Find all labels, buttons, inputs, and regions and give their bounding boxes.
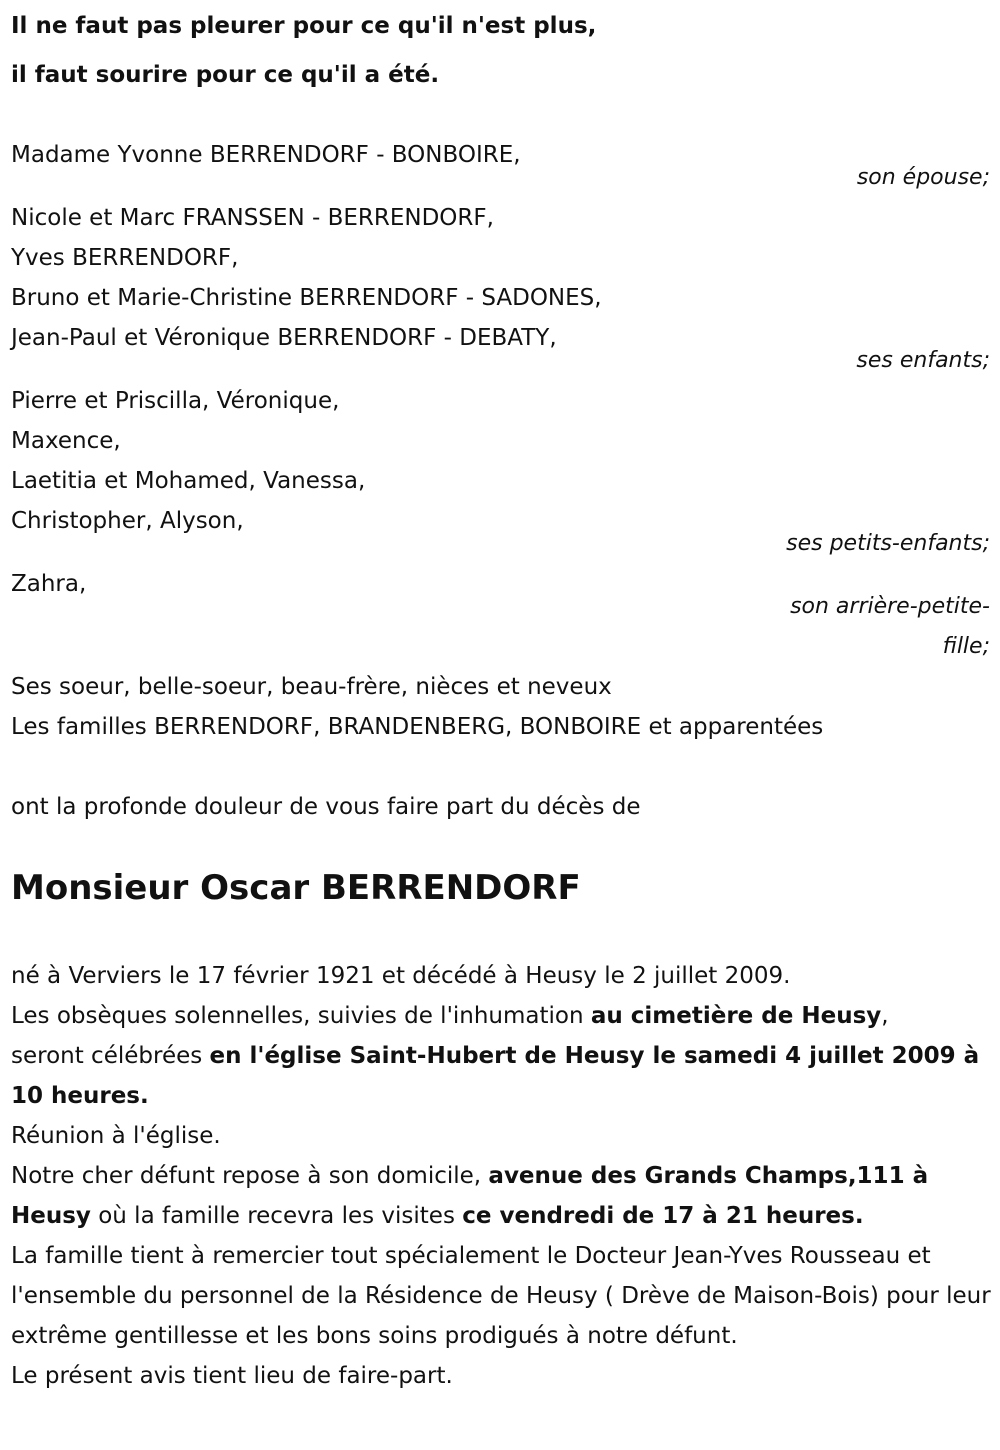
rest-address: avenue des Grands Champs,111 à Heusy	[11, 1163, 929, 1229]
grandchild-name: Maxence,	[11, 428, 121, 454]
child-name: Bruno et Marie-Christine BERRENDORF - SADONES,	[11, 285, 602, 311]
obituary-details	[11, 956, 991, 1396]
child-name: Nicole et Marc FRANSSEN - BERRENDORF,	[11, 205, 494, 231]
rest-mid: où la famille recevra les visites	[90, 1203, 463, 1229]
spouse-relation: son épouse;	[856, 165, 990, 190]
epigraph-line-2: il faut sourire pour ce qu'il a été.	[11, 62, 440, 88]
funeral-cemetery: au cimetière de Heusy	[590, 1003, 882, 1029]
funeral-church: en l'église Saint-Hubert de Heusy le samedi 4 juillet 2009 à 10 heures.	[11, 1043, 980, 1109]
children-relation: ses enfants;	[856, 348, 990, 373]
epigraph-line-1: Il ne faut pas pleurer pour ce qu'il n'est plus,	[11, 13, 597, 39]
grandchild-name: Christopher, Alyson,	[11, 508, 244, 534]
grandchildren-relation: ses petits-enfants;	[786, 531, 990, 556]
deceased-name: Monsieur Oscar BERRENDORF	[11, 868, 581, 908]
grandchild-name: Pierre et Priscilla, Véronique,	[11, 388, 340, 414]
rest-visits: ce vendredi de 17 à 21 heures.	[462, 1203, 864, 1229]
spouse-name: Madame Yvonne BERRENDORF - BONBOIRE,	[11, 142, 521, 168]
announcement-text: ont la profonde douleur de vous faire part du décès de	[11, 794, 641, 820]
notice-text: Le présent avis tient lieu de faire-part.	[11, 1363, 453, 1389]
rest-prefix: Notre cher défunt repose à son domicile,	[11, 1163, 489, 1189]
other-relatives-line: Ses soeur, belle-soeur, beau-frère, nièces et neveux	[11, 674, 612, 700]
rest-text	[11, 1156, 991, 1236]
funeral-comma: ,	[881, 1003, 889, 1029]
great-grandchild-relation-2: fille;	[942, 634, 990, 659]
great-grandchild-relation-1: son arrière-petite-	[790, 594, 990, 619]
meeting-text: Réunion à l'église.	[11, 1123, 221, 1149]
funeral-mid: seront célébrées	[11, 1043, 210, 1069]
great-grandchild-name: Zahra,	[11, 571, 87, 597]
funeral-prefix: Les obsèques solennelles, suivies de l'inhumation	[11, 1003, 591, 1029]
thanks-text: La famille tient à remercier tout spécialement le Docteur Jean-Yves Rousseau et l'ensemble du personnel de la Résidence de Heusy ( Drève de Maison-Bois) pour leur extrême gentillesse et les bons soins prodigués à notre défunt.	[11, 1243, 991, 1349]
child-name: Yves BERRENDORF,	[11, 245, 239, 271]
birth-death-text: né à Verviers le 17 février 1921 et décédé à Heusy le 2 juillet 2009.	[11, 963, 791, 989]
child-name: Jean-Paul et Véronique BERRENDORF - DEBATY,	[11, 325, 557, 351]
funeral-text	[11, 996, 991, 1116]
other-relatives-line: Les familles BERRENDORF, BRANDENBERG, BONBOIRE et apparentées	[11, 714, 824, 740]
grandchild-name: Laetitia et Mohamed, Vanessa,	[11, 468, 366, 494]
